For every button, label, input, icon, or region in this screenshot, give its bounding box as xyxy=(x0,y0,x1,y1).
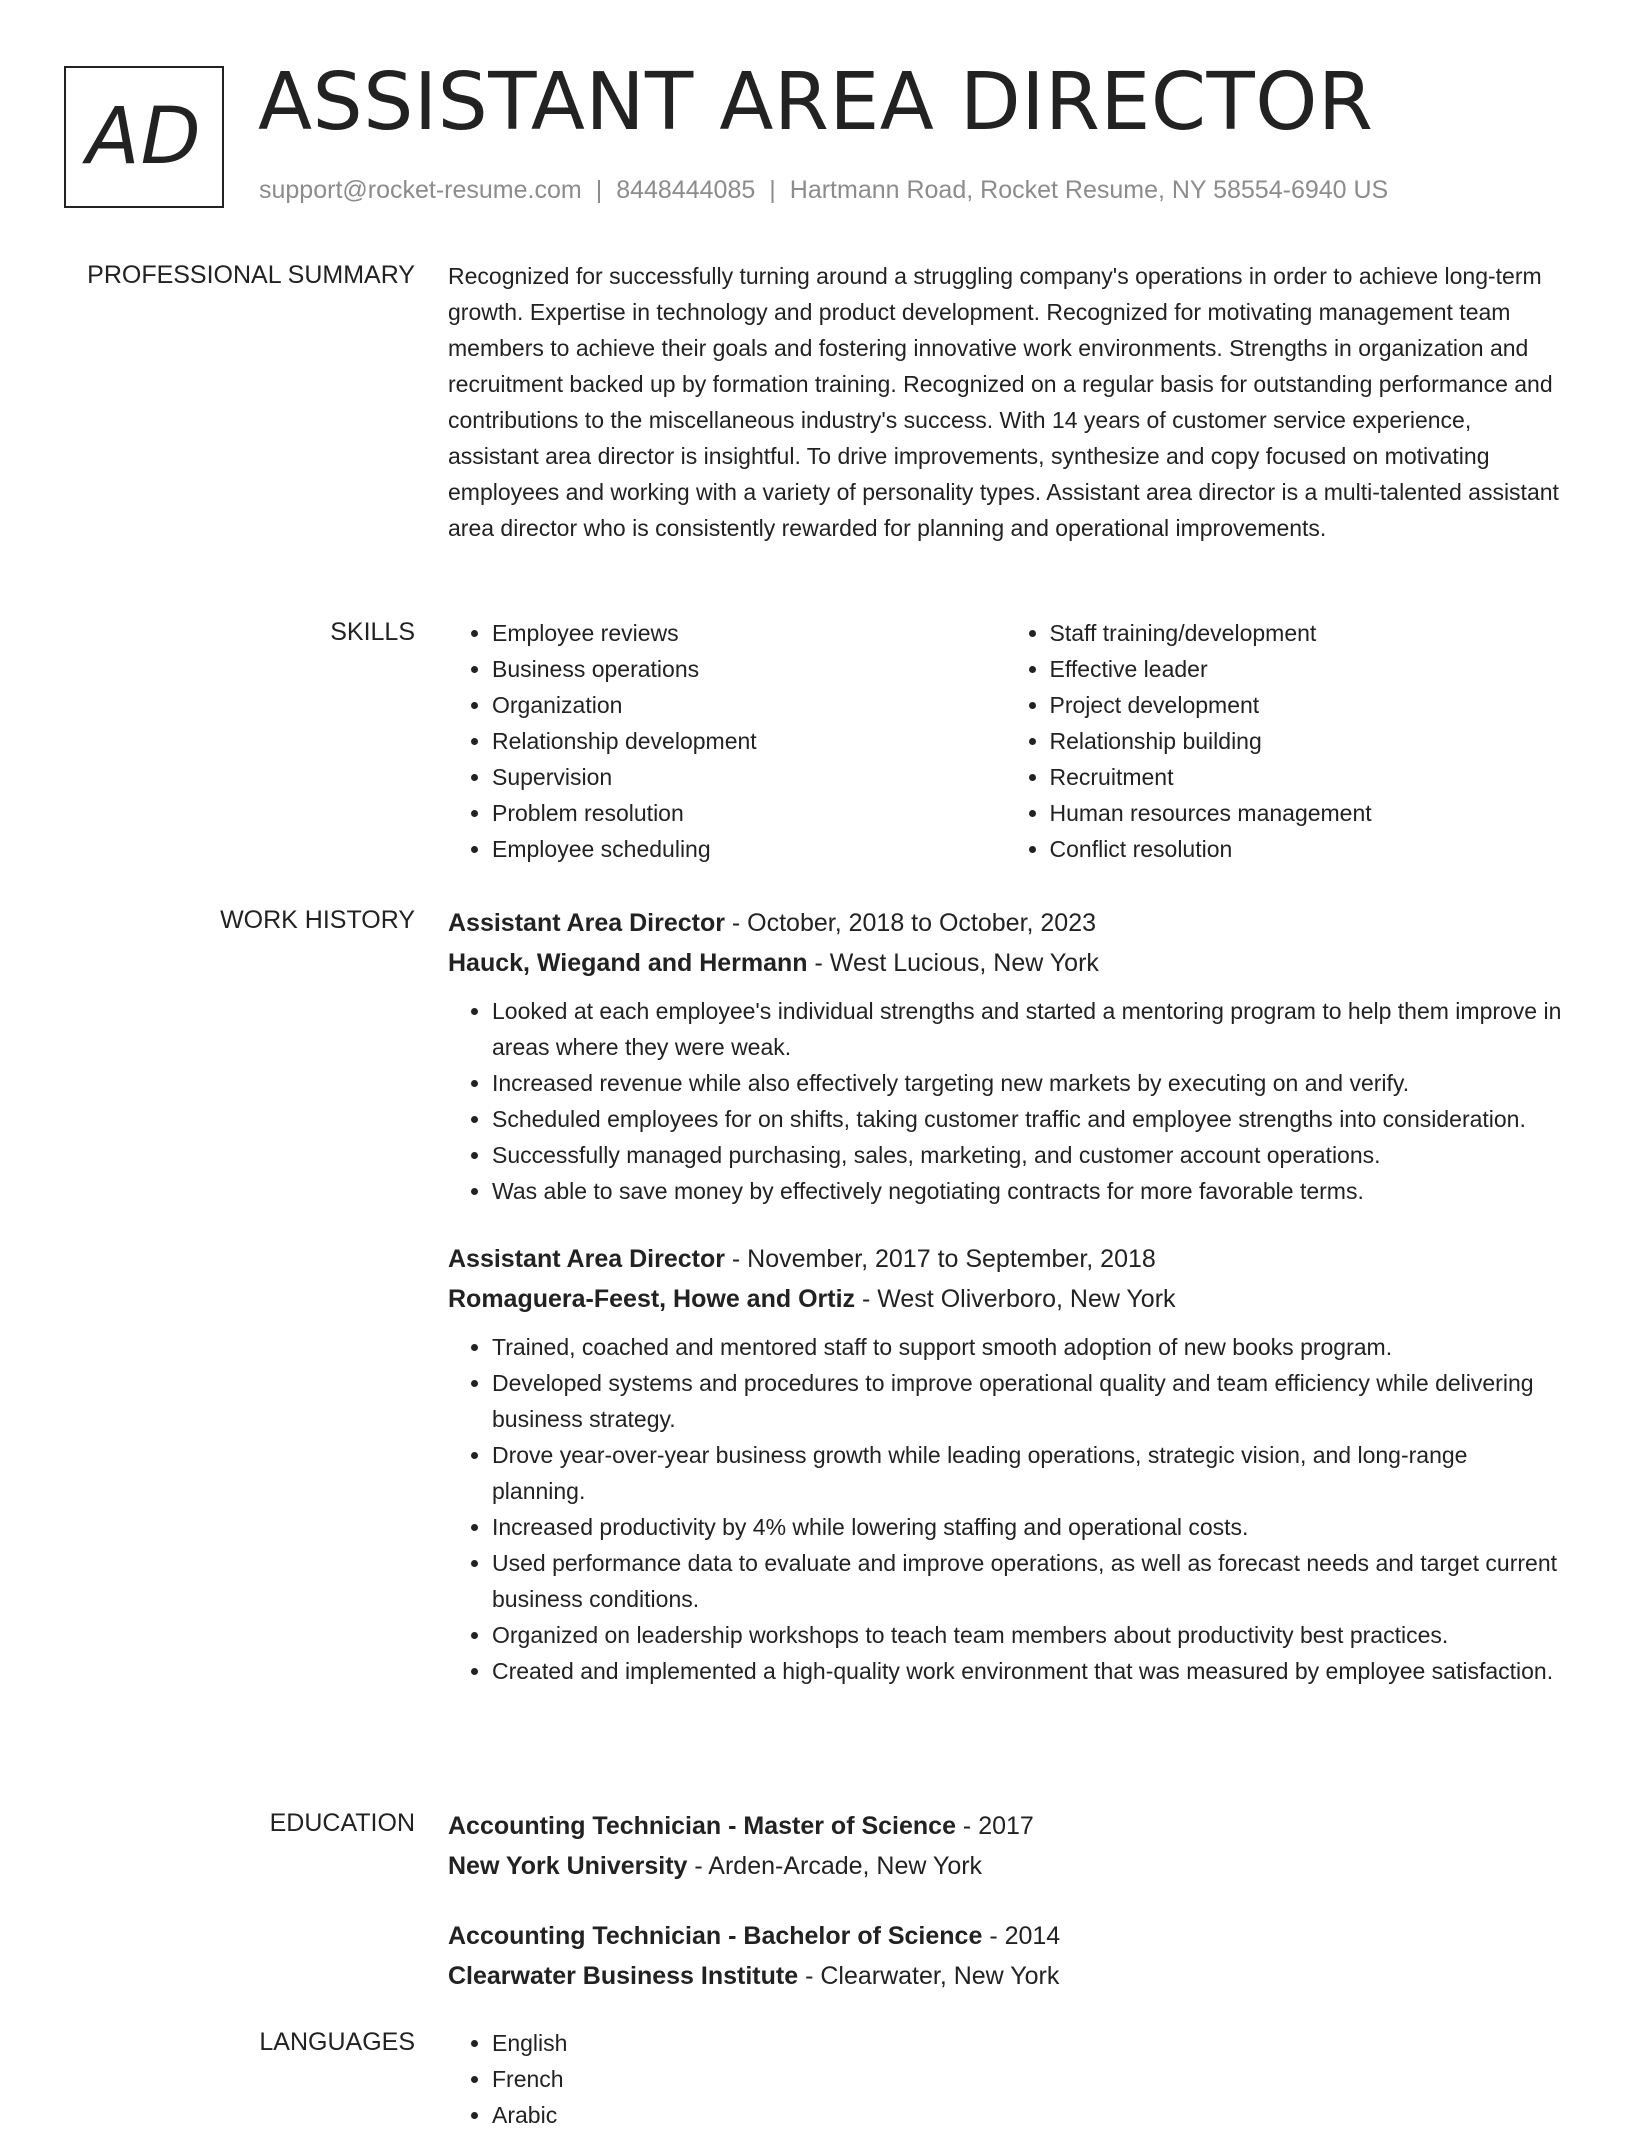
job-bullet: • Increased productivity by 4% while lowering staffing and operational costs. xyxy=(492,1509,1563,1545)
summary-content xyxy=(448,258,1563,546)
languages-content xyxy=(448,2025,1563,2133)
skill-item: • Relationship building xyxy=(1050,723,1564,759)
page-title: ASSISTANT AREA DIRECTOR xyxy=(258,56,1374,148)
job-bullet: • Scheduled employees for on shifts, taking customer traffic and employee strengths into consideration. xyxy=(492,1101,1563,1137)
monogram-box xyxy=(64,66,224,208)
contact-email[interactable]: support@rocket-resume.com xyxy=(259,176,582,204)
skill-item: • Relationship development xyxy=(492,723,1006,759)
skills-list-right xyxy=(1006,615,1564,867)
education-year: - 2017 xyxy=(955,1812,1034,1840)
job-bullet: • Drove year-over-year business growth while leading operations, strategic vision, and long-range planning. xyxy=(492,1437,1563,1509)
skills-heading: SKILLS xyxy=(330,618,415,646)
education-content xyxy=(448,1806,1563,2026)
education-school: New York University xyxy=(448,1852,688,1880)
contact-address: Hartmann Road, Rocket Resume, NY 58554-6940 US xyxy=(789,176,1389,204)
job-title-line xyxy=(448,1239,1563,1279)
education-entry xyxy=(448,1916,1563,1996)
job-company: Hauck, Wiegand and Hermann xyxy=(448,949,808,977)
job-bullet: • Developed systems and procedures to improve operational quality and team efficiency while delivering business strategy. xyxy=(492,1365,1563,1437)
contact-line xyxy=(259,174,1388,206)
skill-item: • Problem resolution xyxy=(492,795,1006,831)
job-company-line xyxy=(448,943,1563,983)
education-school: Clearwater Business Institute xyxy=(448,1962,799,1990)
job-title: Assistant Area Director xyxy=(448,909,725,937)
languages-list xyxy=(448,2025,1563,2133)
job-entry xyxy=(448,1239,1563,1689)
education-degree-line xyxy=(448,1806,1563,1846)
job-company: Romaguera-Feest, Howe and Ortiz xyxy=(448,1285,856,1313)
education-school-line xyxy=(448,1846,1563,1886)
education-location: - Clearwater, New York xyxy=(798,1962,1060,1990)
language-item: • English xyxy=(492,2025,1563,2061)
job-bullet: • Trained, coached and mentored staff to support smooth adoption of new books program. xyxy=(492,1329,1563,1365)
work-history-content xyxy=(448,903,1563,1719)
contact-phone[interactable]: 8448444085 xyxy=(616,176,756,204)
language-item: • French xyxy=(492,2061,1563,2097)
contact-separator: | xyxy=(769,176,776,204)
work-history-heading: WORK HISTORY xyxy=(220,906,415,934)
skill-item: • Effective leader xyxy=(1050,651,1564,687)
skill-item: • Employee scheduling xyxy=(492,831,1006,867)
skills-list-left xyxy=(448,615,1006,867)
job-dates: - October, 2018 to October, 2023 xyxy=(724,909,1097,937)
job-bullet: • Looked at each employee's individual strengths and started a mentoring program to help them improve in areas where they were weak. xyxy=(492,993,1563,1065)
job-dates: - November, 2017 to September, 2018 xyxy=(724,1245,1156,1273)
job-location: - West Lucious, New York xyxy=(807,949,1099,977)
summary-text: Recognized for successfully turning around a struggling company's operations in order to achieve long-term growth. Expertise in technology and product development. Recognized for motivating management team members to achieve their goals and fostering innovative work environments. Strengths in organization and recruitment backed up by formation training. Recognized on a regular basis for outstanding performance and contributions to the miscellaneous industry's success. With 14 years of customer service experience, assistant area director is insightful. To drive improvements, synthesize and copy focused on motivating employees and working with a variety of personality types. Assistant area director is a multi-talented assistant area director who is consistently rewarded for planning and operational improvements. xyxy=(448,263,1559,541)
summary-heading: PROFESSIONAL SUMMARY xyxy=(87,261,415,289)
job-bullet: • Organized on leadership workshops to teach team members about productivity best practices. xyxy=(492,1617,1563,1653)
skill-item: • Staff training/development xyxy=(1050,615,1564,651)
language-item: • Arabic xyxy=(492,2097,1563,2133)
job-title-line xyxy=(448,903,1563,943)
education-school-line xyxy=(448,1956,1563,1996)
education-degree-line xyxy=(448,1916,1563,1956)
job-bullets xyxy=(448,993,1563,1209)
education-location: - Arden-Arcade, New York xyxy=(687,1852,983,1880)
skill-item: • Recruitment xyxy=(1050,759,1564,795)
monogram-initials: AD xyxy=(86,92,202,182)
languages-heading: LANGUAGES xyxy=(259,2028,415,2056)
job-title: Assistant Area Director xyxy=(448,1245,725,1273)
skills-columns xyxy=(448,615,1563,867)
education-year: - 2014 xyxy=(982,1922,1061,1950)
skill-item: • Project development xyxy=(1050,687,1564,723)
job-bullet: • Increased revenue while also effectively targeting new markets by executing on and verify. xyxy=(492,1065,1563,1101)
education-entry xyxy=(448,1806,1563,1886)
education-degree: Accounting Technician - Master of Science xyxy=(448,1812,956,1840)
job-bullet: • Successfully managed purchasing, sales, marketing, and customer account operations. xyxy=(492,1137,1563,1173)
skill-item: • Employee reviews xyxy=(492,615,1006,651)
job-bullet: • Created and implemented a high-quality work environment that was measured by employee satisfaction. xyxy=(492,1653,1563,1689)
job-bullet: • Was able to save money by effectively negotiating contracts for more favorable terms. xyxy=(492,1173,1563,1209)
skill-item: • Business operations xyxy=(492,651,1006,687)
skill-item: • Organization xyxy=(492,687,1006,723)
job-bullet: • Used performance data to evaluate and improve operations, as well as forecast needs and target current business conditions. xyxy=(492,1545,1563,1617)
contact-separator: | xyxy=(595,176,603,204)
job-company-line xyxy=(448,1279,1563,1319)
job-bullets xyxy=(448,1329,1563,1689)
education-heading: EDUCATION xyxy=(269,1809,415,1837)
skill-item: • Supervision xyxy=(492,759,1006,795)
skill-item: • Human resources management xyxy=(1050,795,1564,831)
job-entry xyxy=(448,903,1563,1209)
education-degree: Accounting Technician - Bachelor of Science xyxy=(448,1922,983,1950)
job-location: - West Oliverboro, New York xyxy=(855,1285,1176,1313)
skill-item: • Conflict resolution xyxy=(1050,831,1564,867)
